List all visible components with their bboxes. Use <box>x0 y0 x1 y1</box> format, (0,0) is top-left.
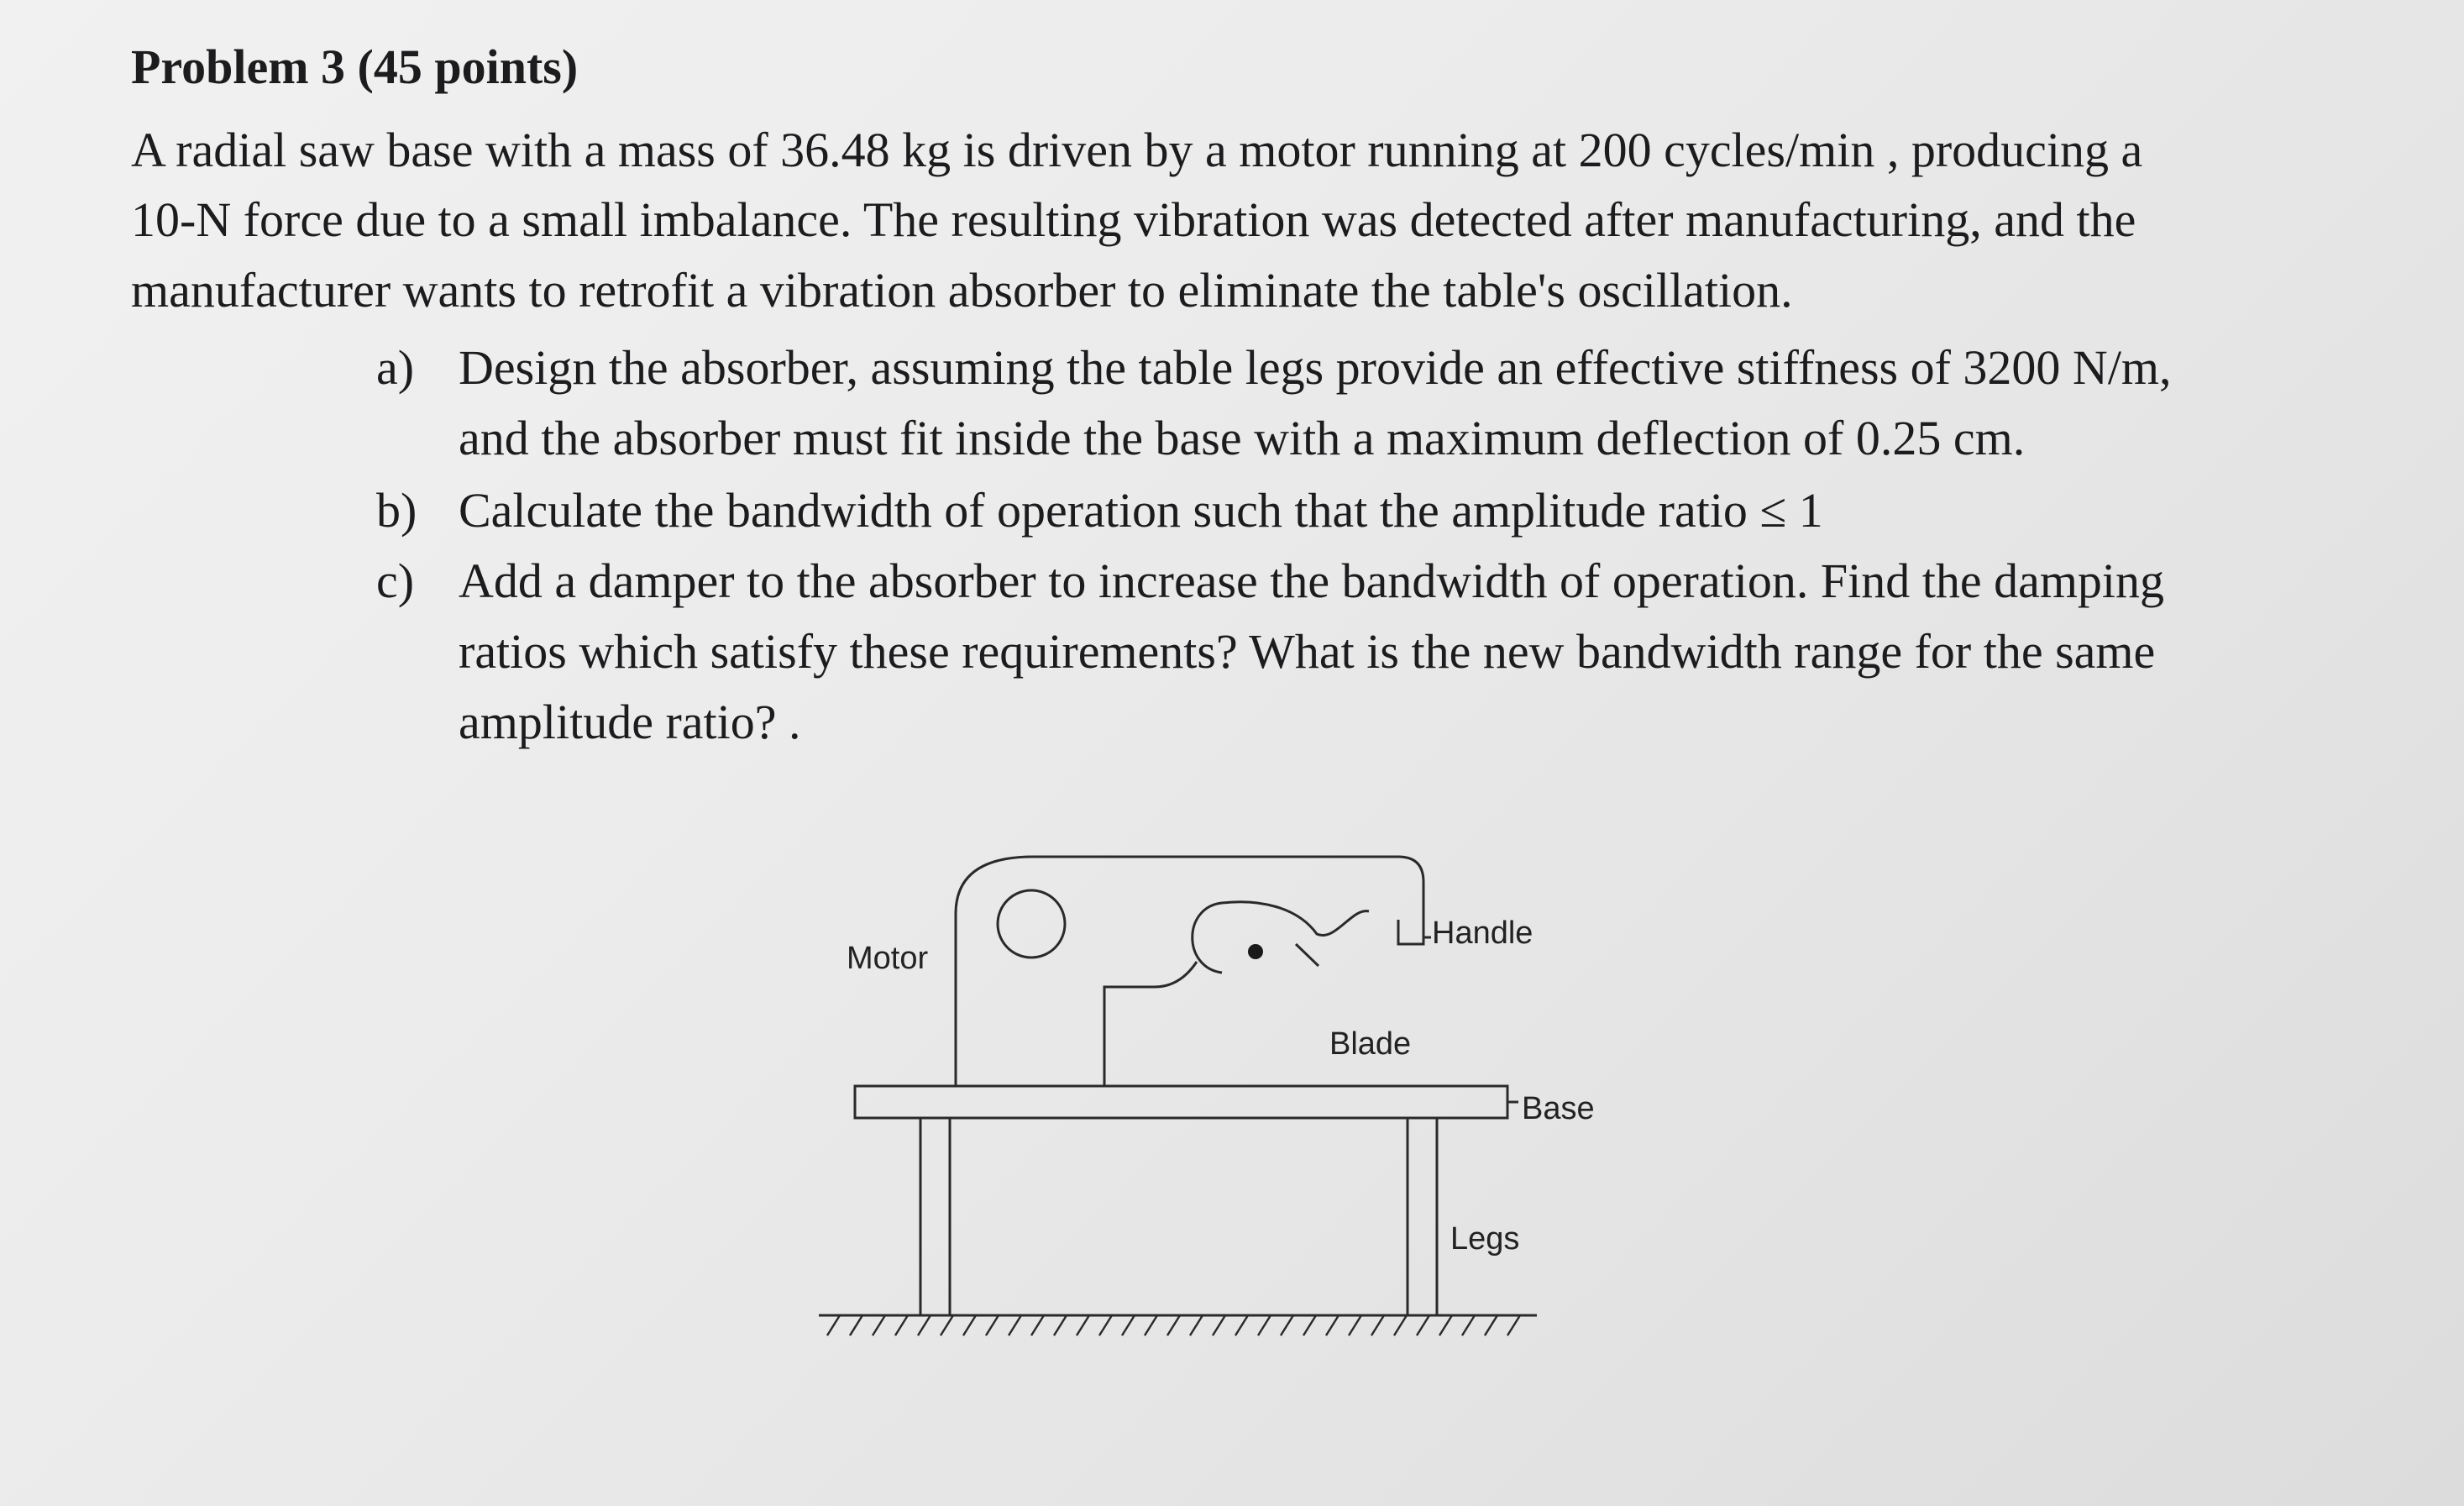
intro-line: manufacturer wants to retrofit a vibration absorber to eliminate the table's oscillation. <box>131 263 1793 317</box>
intro-line: A radial saw base with a mass of 36.48 kg is driven by a motor running at 200 cycles/min , producing a <box>131 123 2143 177</box>
question-b-line: Calculate the bandwidth of operation such that the amplitude ratio ≤ 1 <box>459 483 1823 538</box>
handle-label: Handle <box>1432 916 1533 951</box>
problem-title: Problem 3 (45 points) <box>131 39 579 94</box>
blade-outline <box>1193 902 1369 973</box>
intro-line: 10-N force due to a small imbalance. The resulting vibration was detected after manufacturing, and the <box>131 192 2136 247</box>
question-c-label: c) <box>376 554 415 608</box>
blade-label: Blade <box>1329 1026 1412 1062</box>
legs-label: Legs <box>1450 1221 1520 1257</box>
question-c-line: ratios which satisfy these requirements? What is the new bandwidth range for the same <box>459 624 2156 679</box>
base-plate <box>855 1086 1507 1118</box>
blade-arbor-icon <box>1248 944 1263 959</box>
motor-label: Motor <box>847 941 929 976</box>
radial-saw-diagram <box>806 832 1612 1369</box>
left-leg <box>920 1118 950 1315</box>
arm-outline <box>1104 962 1197 1086</box>
motor-pulley-icon <box>998 890 1065 958</box>
question-a-line: Design the absorber, assuming the table legs provide an effective stiffness of 3200 N/m, <box>459 340 2172 395</box>
question-b-label: b) <box>376 483 417 538</box>
question-a-line: and the absorber must fit inside the base with a maximum deflection of 0.25 cm. <box>459 411 2026 465</box>
question-c-line: Add a damper to the absorber to increase the bandwidth of operation. Find the damping <box>459 554 2165 608</box>
right-leg <box>1408 1118 1437 1315</box>
ground-hatching <box>827 1315 1520 1335</box>
blade-edge <box>1296 944 1319 966</box>
question-a-label: a) <box>376 340 415 395</box>
base-label: Base <box>1522 1091 1595 1126</box>
question-c-line: amplitude ratio? . <box>459 695 801 749</box>
